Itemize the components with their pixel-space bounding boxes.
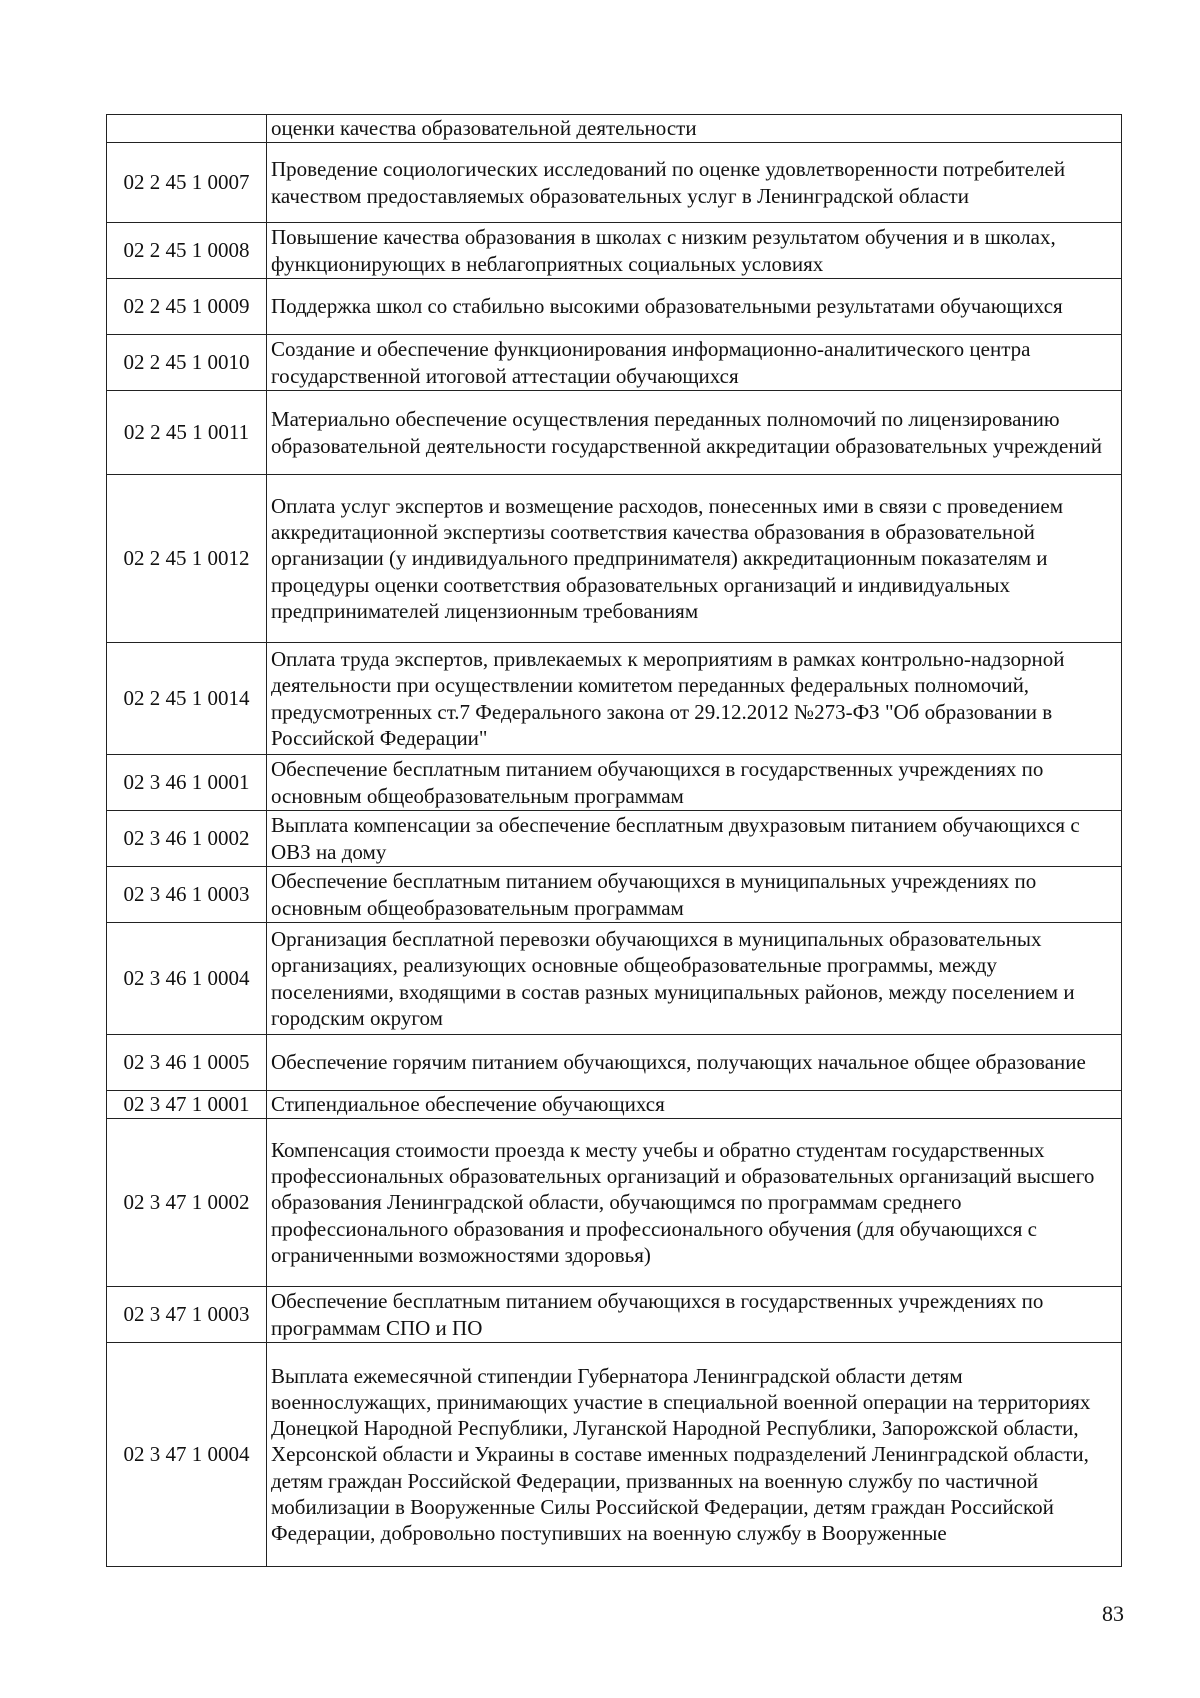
description-cell: Создание и обеспечение функционирования информационно-аналитического центра государственной итоговой аттестации обучающихся (267, 335, 1122, 391)
code-cell: 02 3 47 1 0001 (107, 1091, 267, 1119)
description-cell: Поддержка школ со стабильно высокими образовательными результатами обучающихся (267, 279, 1122, 335)
description-cell: Материально обеспечение осуществления переданных полномочий по лицензированию образовательной деятельности государственной аккредитации образовательных учреждений (267, 391, 1122, 475)
code-cell: 02 3 46 1 0001 (107, 755, 267, 811)
code-cell: 02 2 45 1 0011 (107, 391, 267, 475)
table-row (107, 335, 1122, 391)
description-cell: Стипендиальное обеспечение обучающихся (267, 1091, 1122, 1119)
table-body (107, 115, 1122, 1567)
description-cell: Обеспечение бесплатным питанием обучающихся в муниципальных учреждениях по основным общеобразовательным программам (267, 867, 1122, 923)
description-cell: оценки качества образовательной деятельности (267, 115, 1122, 143)
table-row (107, 1287, 1122, 1343)
description-cell: Выплата ежемесячной стипендии Губернатора Ленинградской области детям военнослужащих, принимающих участие в специальной военной операции на территориях Донецкой Народной Республики, Луганской Народной Республики, Запорожской области, Херсонской области и Украины в составе именных подразделений Ленинградской области, детям граждан Российской Федерации, призванных на военную службу по частичной мобилизации в Вооруженные Силы Российской Федерации, детям граждан Российской Федерации, добровольно поступивших на военную службу в Вооруженные (267, 1343, 1122, 1567)
table-row (107, 1035, 1122, 1091)
description-cell: Обеспечение горячим питанием обучающихся, получающих начальное общее образование (267, 1035, 1122, 1091)
description-cell: Оплата услуг экспертов и возмещение расходов, понесенных ими в связи с проведением аккредитационной экспертизы соответствия качества образования в образовательной организации (у индивидуального предпринимателя) аккредитационным показателям и процедуры оценки соответствия образовательных организаций и индивидуальных предпринимателей лицензионным требованиям (267, 475, 1122, 643)
table-row (107, 811, 1122, 867)
table-row (107, 115, 1122, 143)
table-row (107, 867, 1122, 923)
description-cell: Компенсация стоимости проезда к месту учебы и обратно студентам государственных профессиональных образовательных организаций и образовательных организаций высшего образования Ленинградской области, обучающимся по программам среднего профессионального образования и профессионального обучения (для обучающихся с ограниченными возможностями здоровья) (267, 1119, 1122, 1287)
table-row (107, 923, 1122, 1035)
description-cell: Выплата компенсации за обеспечение бесплатным двухразовым питанием обучающихся с ОВЗ на дому (267, 811, 1122, 867)
budget-classification-table (106, 114, 1122, 1567)
table-row (107, 279, 1122, 335)
description-cell: Обеспечение бесплатным питанием обучающихся в государственных учреждениях по основным общеобразовательным программам (267, 755, 1122, 811)
code-cell: 02 2 45 1 0008 (107, 223, 267, 279)
description-cell: Обеспечение бесплатным питанием обучающихся в государственных учреждениях по программам СПО и ПО (267, 1287, 1122, 1343)
description-cell: Проведение социологических исследований по оценке удовлетворенности потребителей качеством предоставляемых образовательных услуг в Ленинградской области (267, 143, 1122, 223)
table-row (107, 1091, 1122, 1119)
code-cell: 02 3 46 1 0005 (107, 1035, 267, 1091)
code-cell: 02 2 45 1 0014 (107, 643, 267, 755)
table-row (107, 475, 1122, 643)
code-cell (107, 115, 267, 143)
description-cell: Оплата труда экспертов, привлекаемых к мероприятиям в рамках контрольно-надзорной деятельности при осуществлении комитетом переданных федеральных полномочий, предусмотренных ст.7 Федерального закона от 29.12.2012 №273-ФЗ "Об образовании в Российской Федерации" (267, 643, 1122, 755)
code-cell: 02 2 45 1 0010 (107, 335, 267, 391)
code-cell: 02 3 46 1 0002 (107, 811, 267, 867)
table-row (107, 391, 1122, 475)
code-cell: 02 3 46 1 0004 (107, 923, 267, 1035)
code-cell: 02 2 45 1 0012 (107, 475, 267, 643)
table-row (107, 143, 1122, 223)
code-cell: 02 3 47 1 0003 (107, 1287, 267, 1343)
table-row (107, 223, 1122, 279)
description-cell: Повышение качества образования в школах с низким результатом обучения и в школах, функционирующих в неблагоприятных социальных условиях (267, 223, 1122, 279)
code-cell: 02 3 47 1 0002 (107, 1119, 267, 1287)
description-cell: Организация бесплатной перевозки обучающихся в муниципальных образовательных организациях, реализующих основные общеобразовательные программы, между поселениями, входящими в состав разных муниципальных районов, между поселением и городским округом (267, 923, 1122, 1035)
page-number: 83 (1102, 1601, 1124, 1626)
table-row (107, 755, 1122, 811)
code-cell: 02 3 46 1 0003 (107, 867, 267, 923)
code-cell: 02 2 45 1 0009 (107, 279, 267, 335)
code-cell: 02 2 45 1 0007 (107, 143, 267, 223)
table-row (107, 1119, 1122, 1287)
table-row (107, 1343, 1122, 1567)
code-cell: 02 3 47 1 0004 (107, 1343, 267, 1567)
table-row (107, 643, 1122, 755)
